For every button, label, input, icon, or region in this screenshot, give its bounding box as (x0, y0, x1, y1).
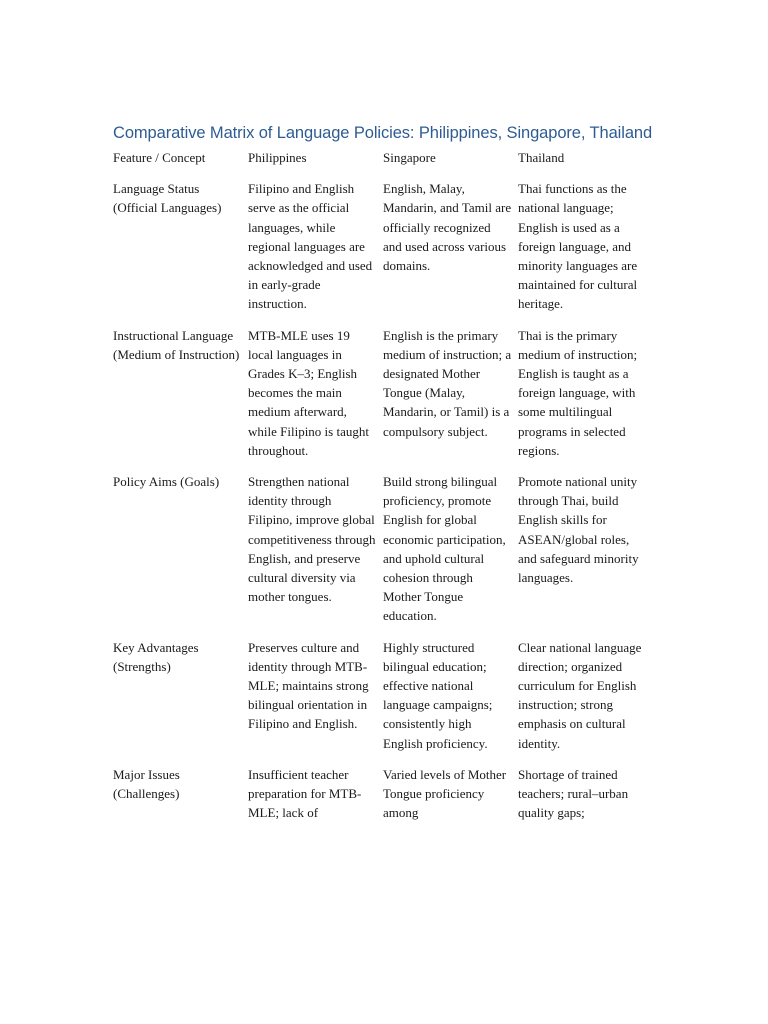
row-feature: Language Status (Official Languages) (113, 181, 222, 216)
table-row (110, 638, 650, 765)
row-feature: Major Issues (Challenges) (113, 766, 180, 802)
table-row (110, 179, 650, 325)
cell-thailand: Shortage of trained teachers; rural–urban quality gaps; (518, 766, 629, 821)
header-singapore: Singapore (383, 150, 436, 165)
cell-thailand: Thai functions as the national language; English is used as a foreign language, and minority languages are maintained for cultural heritage. (518, 181, 638, 312)
cell-singapore: English is the primary medium of instruction; a designated Mother Tongue (Malay, Mandarin, or Tamil) is a compulsory subject. (383, 327, 512, 439)
cell-philippines: MTB-MLE uses 19 local languages in Grades K–3; English becomes the main medium afterward, while Filipino is taught throughout. (248, 327, 369, 458)
document-title: Comparative Matrix of Language Policies: Philippines, Singapore, Thailand (113, 124, 653, 142)
cell-thailand: Promote national unity through Thai, build English skills for ASEAN/global roles, and safeguard minority languages. (518, 474, 639, 586)
cell-philippines: Filipino and English serve as the official languages, while regional languages are acknowledged and used in early-grade instruction. (248, 181, 373, 312)
policy-matrix-table (110, 148, 650, 835)
table-row (110, 472, 650, 638)
row-feature: Instructional Language (Medium of Instruction) (113, 327, 240, 362)
cell-philippines: Preserves culture and identity through MTB-MLE; maintains strong bilingual orientation in Filipino and English. (248, 639, 369, 732)
header-thailand: Thailand (518, 150, 565, 165)
cell-singapore: Build strong bilingual proficiency, promote English for global economic participation, and uphold cultural cohesion through Mother Tongue education. (383, 474, 506, 624)
cell-thailand: Thai is the primary medium of instruction; English is taught as a foreign language, with some multilingual programs in selected regions. (518, 327, 638, 458)
cell-thailand: Clear national language direction; organized curriculum for English instruction; strong emphasis on cultural identity. (518, 639, 642, 751)
header-feature: Feature / Concept (113, 150, 206, 165)
table-header-row (110, 148, 650, 179)
table-row (110, 326, 650, 472)
cell-singapore: Varied levels of Mother Tongue proficiency among (383, 766, 507, 821)
cell-singapore: Highly structured bilingual education; effective national language campaigns; consistently high English proficiency. (383, 639, 493, 751)
cell-singapore: English, Malay, Mandarin, and Tamil are officially recognized and used across various domains. (383, 181, 512, 274)
header-philippines: Philippines (248, 150, 307, 165)
cell-philippines: Insufficient teacher preparation for MTB-MLE; lack of (248, 766, 362, 821)
table-row (110, 765, 650, 835)
cell-philippines: Strengthen national identity through Filipino, improve global competitiveness through English, and preserve cultural diversity via mother tongues. (248, 474, 376, 605)
row-feature: Policy Aims (Goals) (113, 474, 220, 490)
row-feature: Key Advantages (Strengths) (113, 639, 199, 674)
